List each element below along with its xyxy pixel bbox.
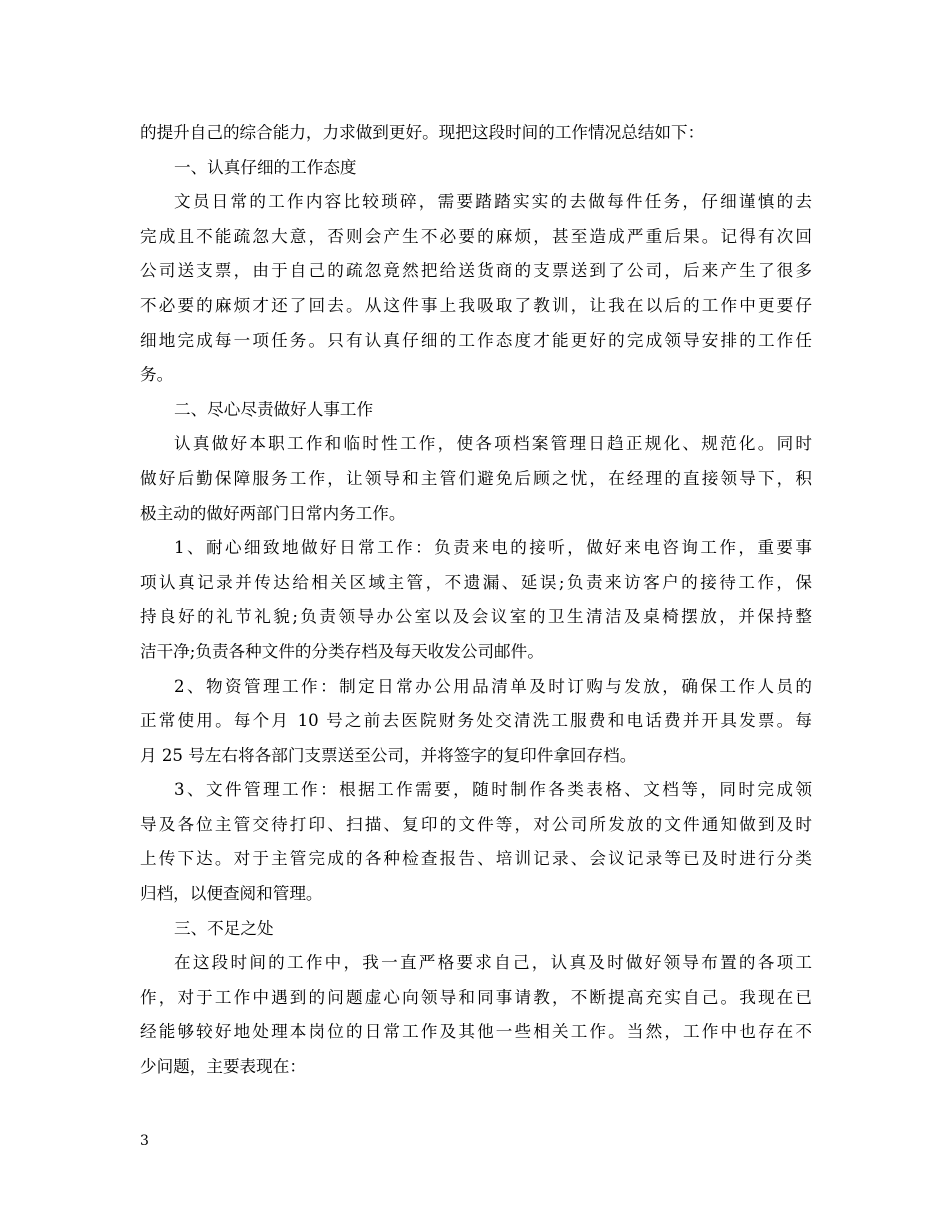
- text-line: 归档，以便查阅和管理。: [140, 884, 323, 904]
- text-line: 作，对于工作中遇到的问题虚心向领导和同事请教，不断提高充实自己。我现在已: [140, 987, 812, 1007]
- text-line: 导及各位主管交待打印、扫描、复印的文件等，对公司所发放的文件通知做到及时: [140, 814, 812, 834]
- text-line: 持良好的礼节礼貌;负责领导办公室以及会议室的卫生清洁及桌椅摆放，并保持整: [140, 607, 812, 627]
- text-line: 完成且不能疏忽大意，否则会产生不必要的麻烦，甚至造成严重后果。记得有次回: [140, 226, 812, 246]
- text-line: 文员日常的工作内容比较琐碎，需要踏踏实实的去做每件任务，仔细谨慎的去: [174, 192, 812, 212]
- text-line: 洁干净;负责各种文件的分类存档及每天收发公司邮件。: [140, 641, 544, 661]
- text-line: 少问题，主要表现在：: [140, 1057, 306, 1077]
- text-line: 不必要的麻烦才还了回去。从这件事上我吸取了教训，让我在以后的工作中更要仔: [140, 295, 812, 315]
- text-line: 认真做好本职工作和临时性工作，使各项档案管理日趋正规化、规范化。同时: [174, 434, 812, 454]
- text-line: 在这段时间的工作中，我一直严格要求自己，认真及时做好领导布置的各项工: [174, 953, 812, 973]
- text-line: 2、物资管理工作：制定日常办公用品清单及时订购与发放，确保工作人员的: [174, 676, 812, 696]
- text-line: 1、耐心细致地做好日常工作：负责来电的接听，做好来电咨询工作，重要事: [174, 538, 812, 558]
- text-line: 一、认真仔细的工作态度: [174, 157, 357, 177]
- text-line: 3、文件管理工作：根据工作需要，随时制作各类表格、文档等，同时完成领: [174, 780, 812, 800]
- text-line: 正常使用。每个月 10 号之前去医院财务处交清洗工服费和电话费并开具发票。每: [140, 711, 812, 731]
- text-line: 极主动的做好两部门日常内务工作。: [140, 503, 406, 523]
- page-number: 3: [140, 1133, 149, 1149]
- text-line: 务。: [140, 365, 174, 385]
- text-line: 细地完成每一项任务。只有认真仔细的工作态度才能更好的完成领导安排的工作任: [140, 330, 812, 350]
- text-line: 的提升自己的综合能力，力求做到更好。现把这段时间的工作情况总结如下：: [140, 123, 705, 142]
- text-line: 做好后勤保障服务工作，让领导和主管们避免后顾之忧，在经理的直接领导下，积: [140, 468, 812, 488]
- text-line: 二、尽心尽责做好人事工作: [174, 399, 374, 419]
- text-line: 三、不足之处: [174, 918, 274, 938]
- text-line: 月 25 号左右将各部门支票送至公司，并将签字的复印件拿回存档。: [140, 745, 637, 765]
- text-line: 项认真记录并传达给相关区域主管，不遗漏、延误;负责来访客户的接待工作，保: [140, 572, 812, 592]
- text-line: 经能够较好地处理本岗位的日常工作及其他一些相关工作。当然，工作中也存在不: [140, 1022, 812, 1042]
- text-line: 公司送支票，由于自己的疏忽竟然把给送货商的支票送到了公司，后来产生了很多: [140, 261, 812, 281]
- text-line: 上传下达。对于主管完成的各种检查报告、培训记录、会议记录等已及时进行分类: [140, 849, 812, 869]
- document-body: [140, 116, 812, 1085]
